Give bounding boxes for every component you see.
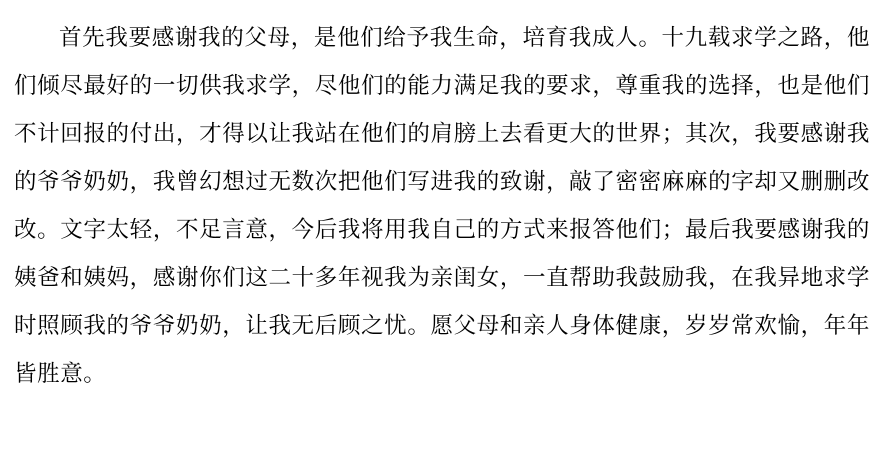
document-body: [14, 14, 870, 398]
paragraph: 首先我要感谢我的父母，是他们给予我生命，培育我成人。十九载求学之路，他们倾尽最好的一切供我求学，尽他们的能力满足我的要求，尊重我的选择，也是他们不计回报的付出，才得以让我站在他们的肩膀上去看更大的世界；其次，我要感谢我的爷爷奶奶，我曾幻想过无数次把他们写进我的致谢，敲了密密麻麻的字却又删删改改。文字太轻，不足言意，今后我将用我自己的方式来报答他们；最后我要感谢我的姨爸和姨妈，感谢你们这二十多年视我为亲闺女，一直帮助我鼓励我，在我异地求学时照顾我的爷爷奶奶，让我无后顾之忧。愿父母和亲人身体健康，岁岁常欢愉，年年皆胜意。: [14, 25, 870, 386]
